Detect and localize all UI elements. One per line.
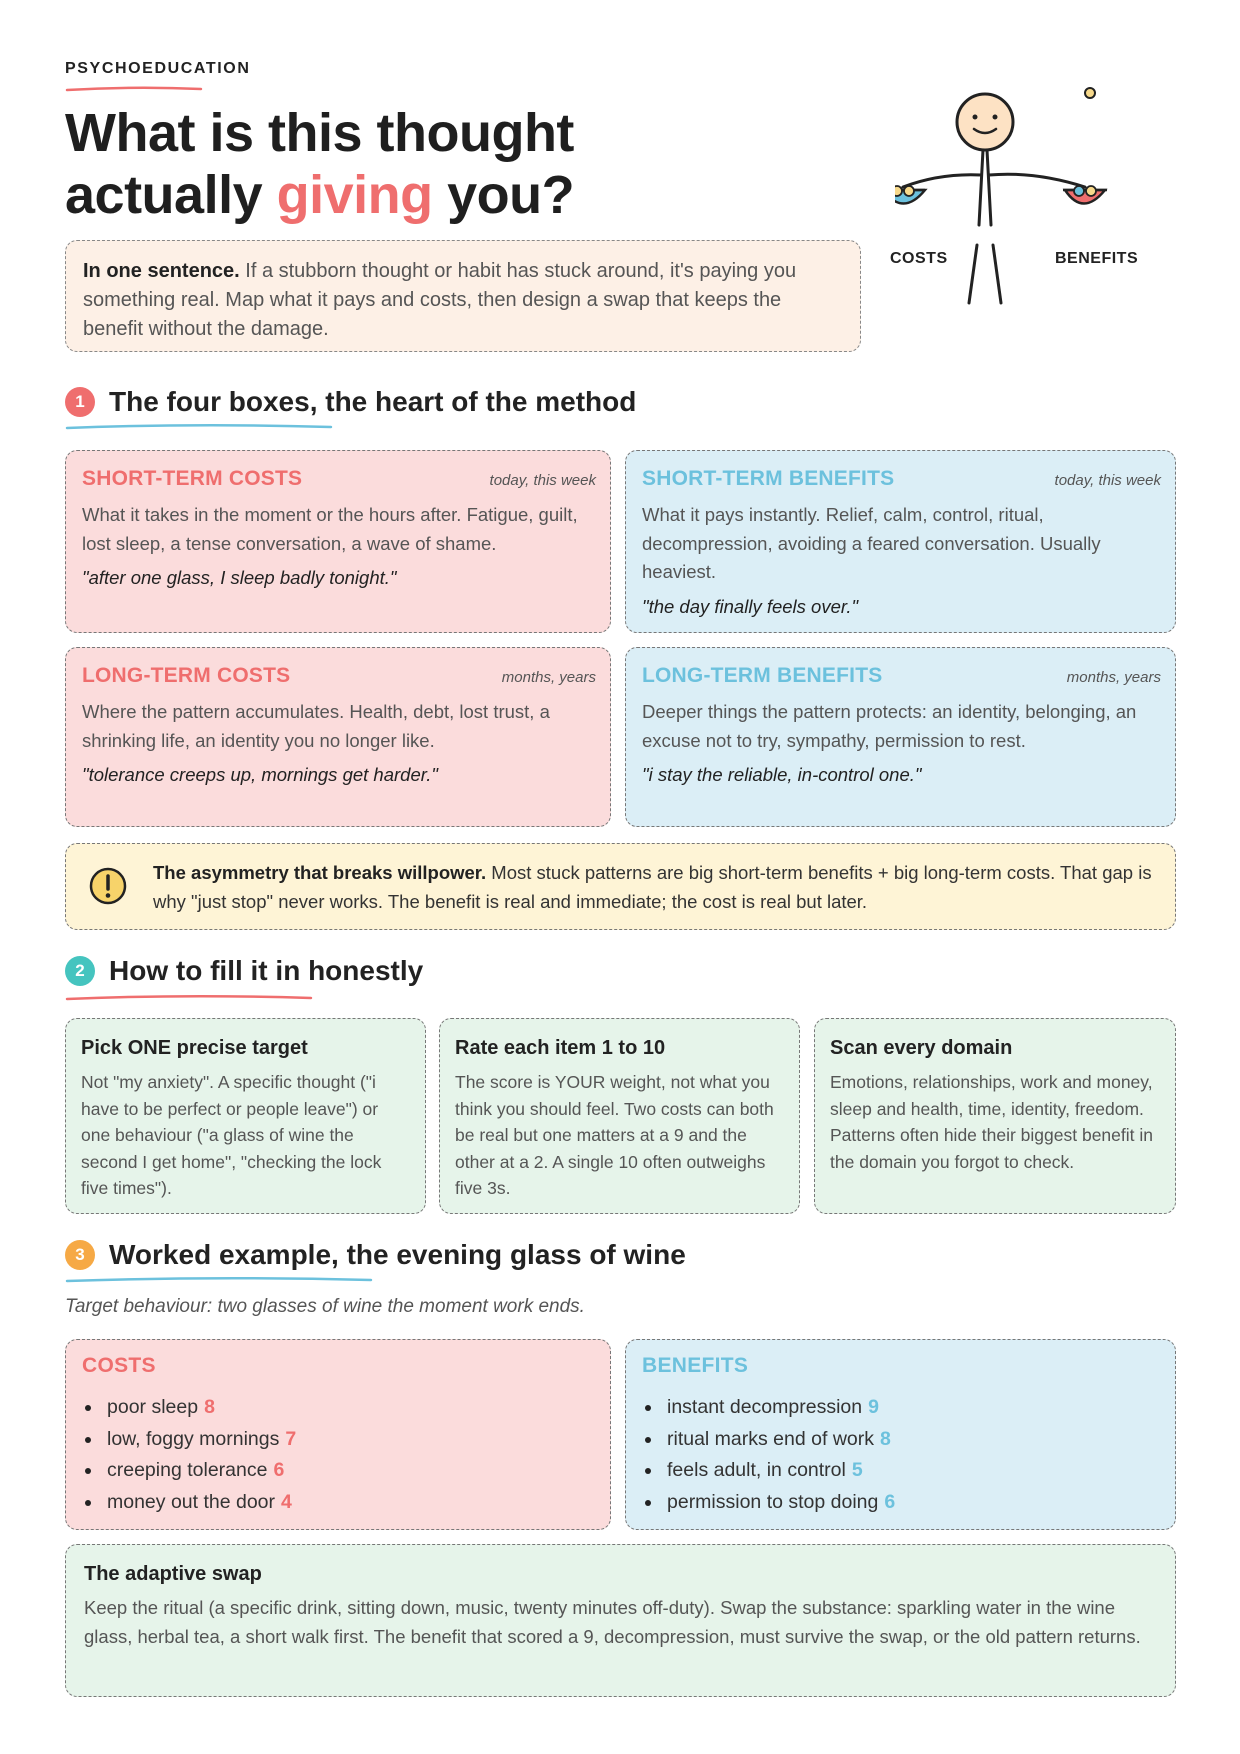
short-term-benefits-box (625, 450, 1176, 633)
title-line2-pre: actually (65, 165, 277, 225)
short-term-costs-box (65, 450, 611, 633)
section-3-heading (65, 1239, 686, 1271)
section-2-title: How to fill it in honestly (109, 955, 424, 986)
long-term-benefits-title: LONG-TERM BENEFITS (642, 664, 883, 687)
section-1-heading (65, 386, 636, 418)
score-badge: 8 (880, 1427, 891, 1450)
list-item: instant decompression 9 (642, 1392, 895, 1424)
list-item: creeping tolerance 6 (82, 1455, 296, 1487)
example-costs-list (82, 1392, 296, 1518)
callout-lead: The asymmetry that breaks willpower. (153, 862, 487, 883)
long-term-costs-box (65, 647, 611, 827)
eyebrow-label: PSYCHOEDUCATION (65, 60, 251, 77)
summary-text: If a stubborn thought or habit has stuck around, it's paying you something real. Map what it pays and costs, then design a swap that keeps the benefit without the damage. (83, 260, 797, 340)
section-2-underline (65, 993, 315, 1003)
summary-box (65, 240, 861, 352)
list-item: ritual marks end of work 8 (642, 1424, 895, 1456)
section-3-underline (65, 1275, 375, 1285)
tip-1-title: Pick ONE precise target (81, 1037, 308, 1059)
adaptive-swap-title: The adaptive swap (84, 1563, 262, 1585)
benefits-scale-label: BENEFITS (1055, 250, 1139, 267)
tip-3-title: Scan every domain (830, 1037, 1013, 1059)
warning-icon (88, 866, 128, 906)
list-item: poor sleep 8 (82, 1392, 296, 1424)
short-term-benefits-title: SHORT-TERM BENEFITS (642, 467, 895, 490)
title-line2-post: you? (432, 165, 575, 225)
section-3-number: 3 (65, 1240, 95, 1270)
short-term-benefits-quote: "the day finally feels over." (642, 595, 859, 617)
title-accent-word: giving (276, 165, 433, 225)
score-badge: 8 (204, 1396, 215, 1418)
summary-lead: In one sentence. (83, 260, 240, 282)
score-badge: 5 (851, 1459, 863, 1481)
short-term-costs-title: SHORT-TERM COSTS (82, 467, 303, 490)
long-term-benefits-box (625, 647, 1176, 827)
score-badge: 7 (285, 1427, 297, 1450)
callout-text: Most stuck patterns are big short-term benefits + big long-term costs. That gap is why "just stop" never works. The benefit is real and immediate; the cost is real but later. (153, 862, 1152, 912)
section-1-number: 1 (65, 387, 95, 417)
costs-scale-label: COSTS (890, 250, 948, 267)
list-item: feels adult, in control 5 (642, 1455, 895, 1487)
page-title (65, 102, 574, 226)
section-1-title: The four boxes, the heart of the method (109, 386, 637, 417)
adaptive-swap-body: Keep the ritual (a specific drink, sitting down, music, twenty minutes off-duty). Swap the substance: sparkling water in the wine glass, herbal tea, a short walk first. The benefit that scored a 9, decompression, must survive the swap, or the old pattern returns. (84, 1597, 1141, 1647)
title-line1: What is this thought (65, 103, 574, 163)
tip-1-body: Not "my anxiety". A specific thought ("i have to be perfect or people leave") or one behaviour ("a glass of wine the second I get home", "checking the lock five times"). (81, 1072, 382, 1198)
tip-2-body: The score is YOUR weight, not what you think you should feel. Two costs can both be real but one matters at a 9 and the other at a 2. A single 10 often outweighs five 3s. (455, 1072, 774, 1198)
tip-3-body: Emotions, relationships, work and money, sleep and health, time, identity, freedom. Patterns often hide their biggest benefit in the domain you forgot to check. (830, 1072, 1153, 1172)
score-badge: 6 (884, 1490, 896, 1513)
long-term-benefits-body: Deeper things the pattern protects: an identity, belonging, an excuse not to try, sympathy, permission to rest. (642, 701, 1137, 751)
asymmetry-callout (65, 843, 1176, 930)
short-term-costs-timeframe: today, this week (489, 472, 596, 489)
example-costs-title: COSTS (82, 1354, 156, 1377)
long-term-benefits-timeframe: months, years (1066, 669, 1161, 686)
section-3-title: Worked example, the evening glass of wine (109, 1239, 686, 1270)
section-2-heading (65, 955, 423, 987)
long-term-costs-quote: "tolerance creeps up, mornings get harder." (82, 764, 438, 785)
scale-figure-illustration (890, 85, 1175, 355)
long-term-costs-body: Where the pattern accumulates. Health, debt, lost trust, a shrinking life, an identity you no longer like. (82, 701, 550, 751)
list-item: low, foggy mornings 7 (82, 1424, 296, 1456)
target-behaviour: Target behaviour: two glasses of wine the moment work ends. (65, 1296, 585, 1317)
adaptive-swap-box (65, 1544, 1176, 1697)
list-item: permission to stop doing 6 (642, 1487, 895, 1519)
section-1-underline (65, 422, 335, 432)
short-term-costs-quote: "after one glass, I sleep badly tonight." (82, 567, 397, 588)
tip-card-2 (439, 1018, 800, 1214)
section-2-number: 2 (65, 956, 95, 986)
score-badge: 6 (273, 1459, 285, 1481)
stick-figure-icon (895, 85, 1175, 355)
long-term-costs-title: LONG-TERM COSTS (82, 664, 291, 687)
tip-card-3 (814, 1018, 1176, 1214)
tip-card-1 (65, 1018, 426, 1214)
page (65, 0, 1176, 1754)
example-benefits-box (625, 1339, 1176, 1530)
short-term-benefits-body: What it pays instantly. Relief, calm, control, ritual, decompression, avoiding a feared conversation. Usually heaviest. (642, 504, 1101, 582)
list-item: money out the door 4 (82, 1487, 296, 1519)
example-benefits-list (642, 1392, 895, 1518)
long-term-benefits-quote: "i stay the reliable, in-control one." (642, 764, 922, 785)
short-term-costs-body: What it takes in the moment or the hours after. Fatigue, guilt, lost sleep, a tense conversation, a wave of shame. (82, 504, 578, 554)
short-term-benefits-timeframe: today, this week (1054, 472, 1161, 489)
eyebrow-underline (65, 85, 205, 93)
example-benefits-title: BENEFITS (642, 1354, 749, 1377)
score-badge: 4 (281, 1490, 292, 1513)
long-term-costs-timeframe: months, years (501, 669, 596, 686)
example-costs-box (65, 1339, 611, 1530)
score-badge: 9 (868, 1396, 879, 1418)
tip-2-title: Rate each item 1 to 10 (455, 1037, 666, 1059)
